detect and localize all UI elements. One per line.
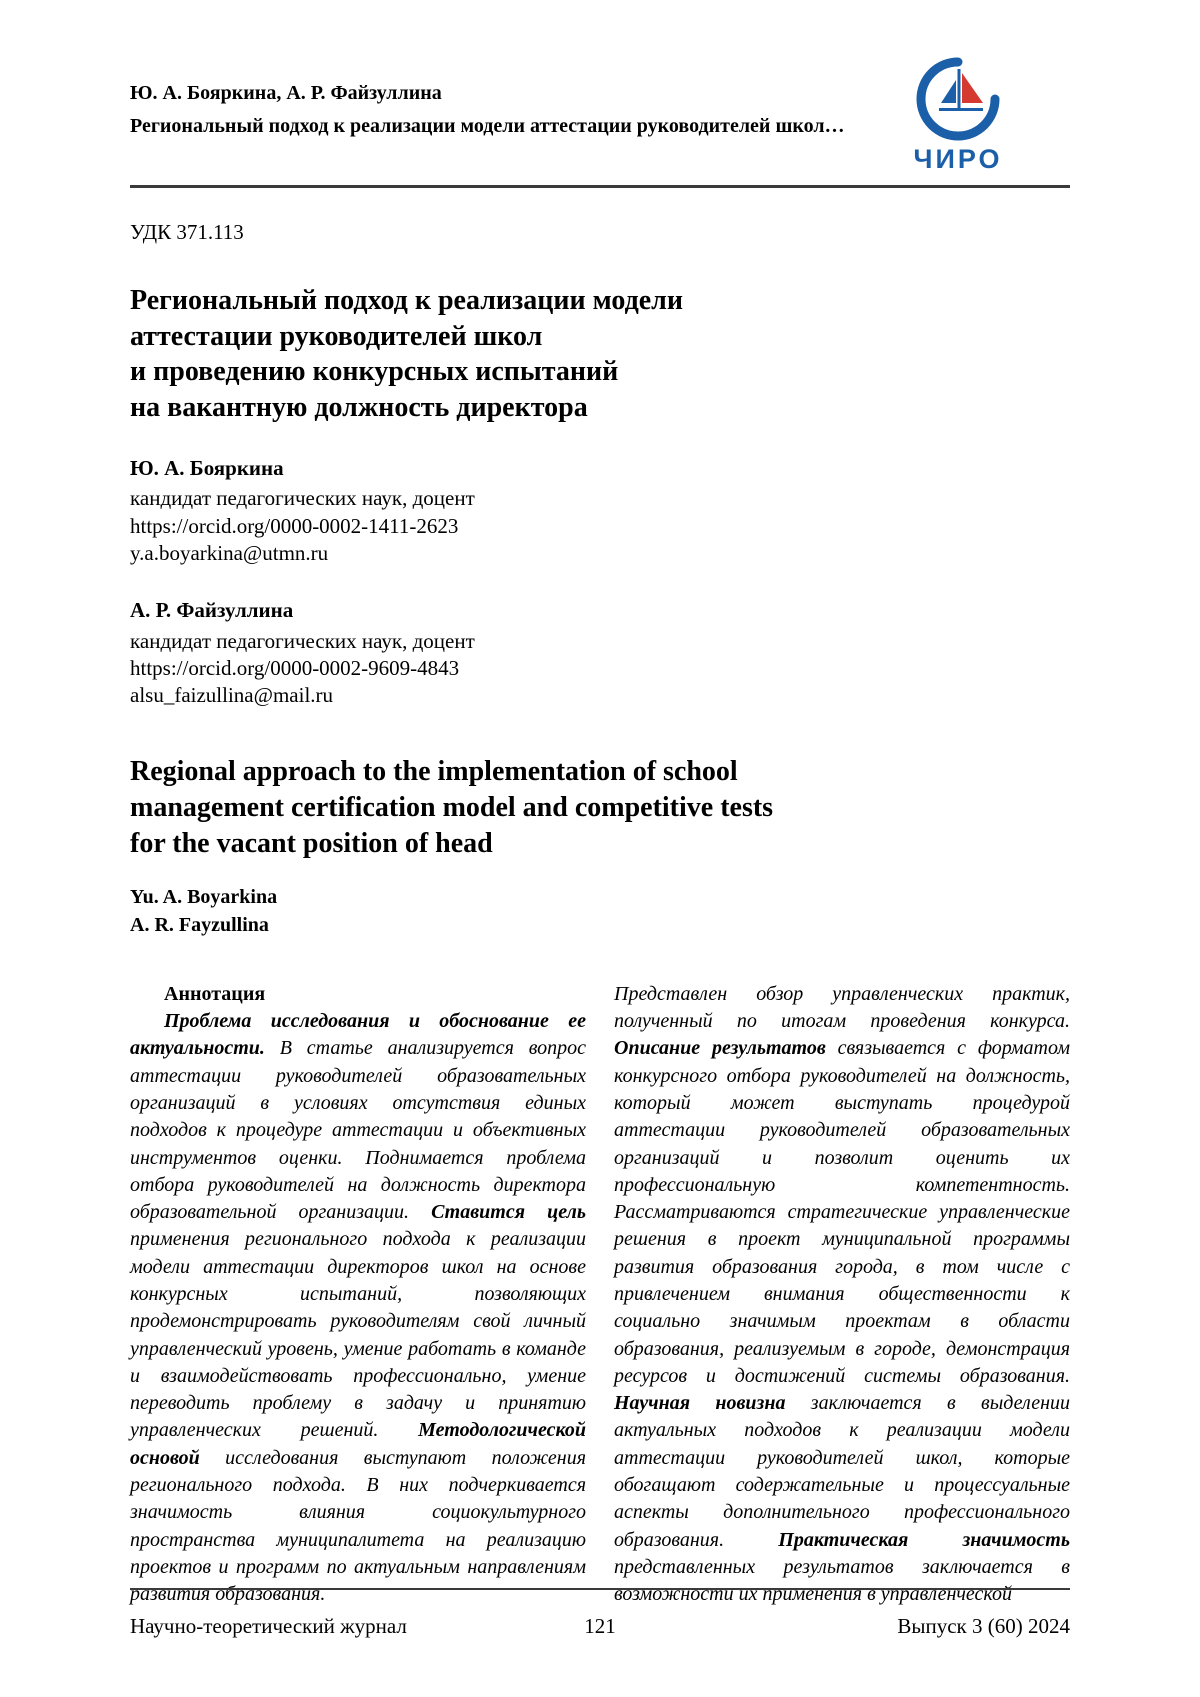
page-footer xyxy=(130,1588,1070,1639)
author-block-1 xyxy=(130,455,1070,567)
author-degree: кандидат педагогических наук, доцент xyxy=(130,628,475,653)
abstract-section xyxy=(130,981,1070,1609)
author-name: А. Р. Файзуллина xyxy=(130,598,294,623)
page-header xyxy=(130,56,1070,175)
author-email: y.a.boyarkina@utmn.ru xyxy=(130,541,329,566)
abstract-heading: Аннотация xyxy=(164,982,266,1005)
author-en-1: Yu. A. Boyarkina xyxy=(130,885,278,908)
author-en-2: A. R. Fayzullina xyxy=(130,913,269,936)
footer-journal-name: Научно-теоретический журнал xyxy=(130,1614,407,1638)
footer-row xyxy=(130,1614,1070,1639)
author-degree: кандидат педагогических наук, доцент xyxy=(130,486,475,511)
author-email: alsu_faizullina@mail.ru xyxy=(130,683,334,708)
article-front-matter xyxy=(130,220,1070,1609)
footer-issue: Выпуск 3 (60) 2024 xyxy=(897,1614,1070,1638)
abstract-column-left xyxy=(130,981,586,1609)
article-title-ru: Региональный подход к реализации модели аттестации руководителей школ и проведению конкурсных испытаний на вакантную должность директора xyxy=(130,285,684,423)
footer-page-number: 121 xyxy=(584,1614,616,1638)
chiro-logo-icon xyxy=(915,56,1001,142)
running-head-title: Региональный подход к реализации модели аттестации руководителей школ… xyxy=(130,115,845,137)
article-title-en: Regional approach to the implementation of school management certification model and competitive tests for the vacant position of head xyxy=(130,755,774,860)
chiro-logo xyxy=(898,56,1018,175)
footer-divider xyxy=(130,1588,1070,1590)
author-block-2 xyxy=(130,597,1070,709)
abstract-column-right xyxy=(614,981,1070,1609)
author-name: Ю. А. Бояркина xyxy=(130,456,284,481)
running-head xyxy=(130,56,845,138)
header-divider xyxy=(130,185,1070,188)
abstract-text-left: Проблема исследования и обоснование ее актуальности. В статье анализируется вопрос аттестации руководителей образовательных организаций в условиях отсутствия единых подходов к процедуре аттестации и объективных инструментов оценки. Поднимается проблема отбора руководителей на должность директора образовательной организации. Ставится цель применения регионального подхода к реализации модели аттестации директоров школ на основе конкурсных испытаний, позволяющих продемонстрировать руководителям свой личный управленческий уровень, умение работать в команде и взаимодействовать профессионально, умение переводить проблему в задачу и принятию управленческих решений. Методологической основой исследования выступают положения регионального подхода. В них подчеркивается значимость влияния социокультурного пространства муниципалитета на реализацию проектов и программ по актуальным направлениям развития образования. xyxy=(130,1010,587,1606)
chiro-logo-text: ЧИРО xyxy=(913,144,1003,174)
author-orcid: https://orcid.org/0000-0002-9609-4843 xyxy=(130,655,460,680)
udc-code: УДК 371.113 xyxy=(130,220,244,244)
abstract-text-right: Представлен обзор управленческих практик, полученный по итогам проведения конкурса. Описание результатов связывается с форматом конкурсного отбора руководителей на должность, который может выступать процедурой аттестации руководителей образовательных организаций и позволит оценить их профессиональную компетентность. Рассматриваются стратегические управленческие решения в проект муниципальной программы развития образования города, в том числе с привлечением внимания общественности к социально значимым проектам в области образования, реализуемым в городе, демонстрация ресурсов и достижений системы образования. Научная новизна заключается в выделении актуальных подходов к реализации модели аттестации руководителей школ, которые обогащают содержательные и процессуальные аспекты дополнительного профессионального образования. Практическая значимость представленных результатов заключается в возможности их применения в управленческой xyxy=(614,982,1070,1606)
running-head-authors: Ю. А. Бояркина, А. Р. Файзуллина xyxy=(130,82,442,104)
authors-en xyxy=(130,883,1070,939)
author-orcid: https://orcid.org/0000-0002-1411-2623 xyxy=(130,513,459,538)
